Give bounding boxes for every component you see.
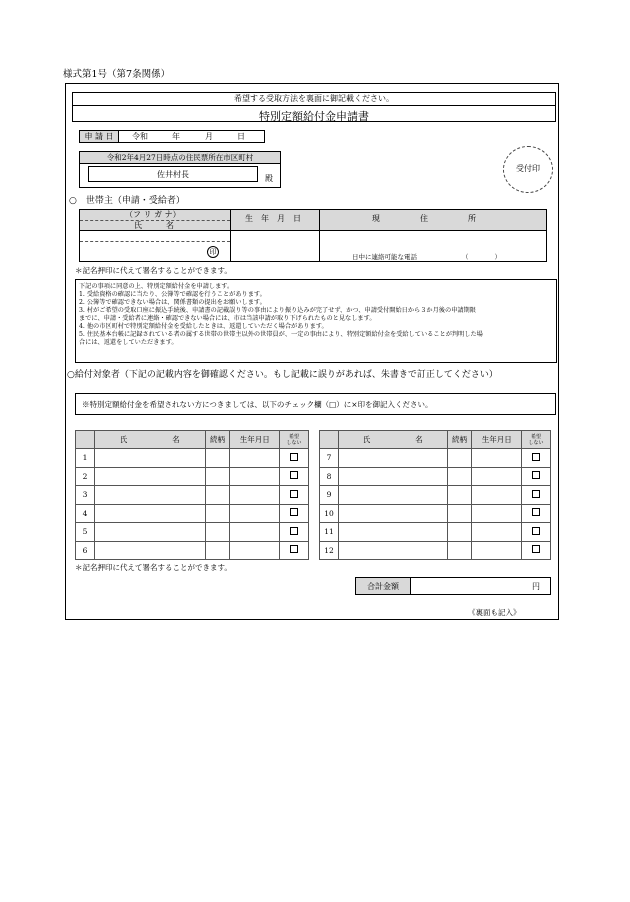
signature-note-2: ＊記名押印に代えて署名することができます。 xyxy=(75,563,232,572)
row-number: 6 xyxy=(76,541,95,560)
not-wanted-checkbox[interactable] xyxy=(290,527,298,535)
signature-note-1: ＊記名押印に代えて署名することができます。 xyxy=(75,266,232,275)
relationship-header: 続柄 xyxy=(205,431,230,449)
row-number: 1 xyxy=(76,449,95,468)
name-cell[interactable] xyxy=(338,504,447,523)
table-row xyxy=(76,486,309,505)
phone-label: 日中に連絡可能な電話 xyxy=(352,253,417,261)
householder-birthdate-input[interactable] xyxy=(231,231,319,261)
total-label-box xyxy=(355,577,411,595)
birthdate-cell[interactable] xyxy=(230,504,280,523)
not-wanted-checkbox[interactable] xyxy=(532,527,540,535)
table-row xyxy=(320,486,551,505)
householder-birthdate-label: 生 年 月 日 xyxy=(245,214,301,223)
table-row xyxy=(76,467,309,486)
total-label: 合計金額 xyxy=(367,582,399,591)
name-cell[interactable] xyxy=(94,504,205,523)
relationship-cell[interactable] xyxy=(205,467,230,486)
table-row xyxy=(320,504,551,523)
application-date-label-box xyxy=(79,130,119,143)
reception-stamp-circle xyxy=(503,146,553,193)
not-wanted-checkbox[interactable] xyxy=(532,545,540,553)
not-wanted-checkbox[interactable] xyxy=(290,545,298,553)
name-cell[interactable] xyxy=(94,541,205,560)
not-wanted-checkbox[interactable] xyxy=(290,490,298,498)
householder-section-title: ○ 世帯主（申請・受給者） xyxy=(69,196,185,206)
name-cell[interactable] xyxy=(338,523,447,542)
birthdate-cell[interactable] xyxy=(230,523,280,542)
birthdate-cell[interactable] xyxy=(472,467,522,486)
table-row xyxy=(320,449,551,468)
relationship-cell[interactable] xyxy=(205,504,230,523)
phone-input[interactable]: （ ） xyxy=(462,253,501,261)
consent-note-4: 4. 他の市区町村で特別定額給付金を受給したときは、返還していただく場合があります。 xyxy=(79,323,328,330)
not-wanted-header: 希望 しない xyxy=(522,431,551,449)
honorific: 殿 xyxy=(265,174,273,183)
consent-note-intro: 下記の事項に同意の上、特別定額給付金を申請します。 xyxy=(79,283,234,290)
total-amount-field[interactable] xyxy=(410,577,551,595)
birthdate-cell[interactable] xyxy=(472,504,522,523)
relationship-cell[interactable] xyxy=(205,449,230,468)
relationship-cell[interactable] xyxy=(447,541,472,560)
row-number: 5 xyxy=(76,523,95,542)
name-cell[interactable] xyxy=(338,467,447,486)
row-number-header xyxy=(320,431,339,449)
relationship-cell[interactable] xyxy=(447,467,472,486)
birthdate-cell[interactable] xyxy=(472,449,522,468)
birthdate-header: 生年月日 xyxy=(472,431,522,449)
table-row xyxy=(320,541,551,560)
back-side-note: 《裏面も記入》 xyxy=(468,608,521,617)
application-date-day: 日 xyxy=(237,132,245,141)
name-header: 氏 名 xyxy=(338,431,447,449)
householder-address-input[interactable] xyxy=(320,231,546,251)
table-row xyxy=(320,523,551,542)
name-cell[interactable] xyxy=(338,486,447,505)
row-number: 3 xyxy=(76,486,95,505)
consent-note-3: 3. 村がご希望の受取口座に振込手続後、申請書の記載誤り等の事由により振り込みが完了せず、かつ、申請受付開始日から３か月後の申請期限 xyxy=(79,307,476,314)
relationship-header: 続柄 xyxy=(447,431,472,449)
beneficiary-table-right xyxy=(319,430,551,560)
relationship-cell[interactable] xyxy=(205,486,230,505)
form-number: 様式第1号（第7条関係） xyxy=(63,69,171,80)
householder-address-label: 現 住 所 xyxy=(372,214,476,223)
row-number: 10 xyxy=(320,504,339,523)
row-number-header xyxy=(76,431,95,449)
not-wanted-checkbox[interactable] xyxy=(290,508,298,516)
table-row xyxy=(76,541,309,560)
birthdate-header: 生年月日 xyxy=(230,431,280,449)
table-row xyxy=(320,467,551,486)
mayor-name: 佐井村長 xyxy=(157,170,189,179)
not-wanted-checkbox[interactable] xyxy=(532,453,540,461)
opt-out-instruction-box xyxy=(75,393,556,415)
table-row xyxy=(76,523,309,542)
application-date-year: 年 xyxy=(172,132,180,141)
not-wanted-checkbox[interactable] xyxy=(532,508,540,516)
name-cell[interactable] xyxy=(94,523,205,542)
table-row xyxy=(76,504,309,523)
not-wanted-checkbox[interactable] xyxy=(290,453,298,461)
birthdate-cell[interactable] xyxy=(472,486,522,505)
form-title-box xyxy=(72,105,556,122)
not-wanted-checkbox[interactable] xyxy=(532,490,540,498)
birthdate-cell[interactable] xyxy=(230,467,280,486)
row-number: 9 xyxy=(320,486,339,505)
name-cell[interactable] xyxy=(94,467,205,486)
relationship-cell[interactable] xyxy=(205,541,230,560)
birthdate-cell[interactable] xyxy=(472,541,522,560)
application-date-month: 月 xyxy=(205,132,213,141)
birthdate-cell[interactable] xyxy=(230,449,280,468)
relationship-cell[interactable] xyxy=(205,523,230,542)
form-title: 特別定額給付金申請書 xyxy=(259,110,369,123)
birthdate-cell[interactable] xyxy=(230,541,280,560)
consent-notes-box xyxy=(75,279,557,363)
row-number: 4 xyxy=(76,504,95,523)
seal-mark: 印 xyxy=(207,246,219,258)
beneficiary-table-left xyxy=(75,430,309,560)
consent-note-5-cont: 合には、返還をしていただきます。 xyxy=(79,339,178,346)
residence-caption: 令和2年4月27日時点の住民票所在市区町村 xyxy=(106,153,254,162)
application-date-label: 申 請 日 xyxy=(84,132,114,141)
name-cell[interactable] xyxy=(338,541,447,560)
birthdate-cell[interactable] xyxy=(230,486,280,505)
table-row xyxy=(76,449,309,468)
furigana-label: （フ リ ガ ナ） xyxy=(125,210,181,219)
header-instruction: 希望する受取方法を裏面に御記載ください。 xyxy=(234,94,394,103)
row-number: 8 xyxy=(320,467,339,486)
total-unit: 円 xyxy=(532,582,540,591)
application-date-field[interactable] xyxy=(118,130,265,143)
header-instruction-box xyxy=(72,92,556,106)
row-number: 2 xyxy=(76,467,95,486)
householder-furigana-input[interactable] xyxy=(80,231,230,241)
householder-name-label: 氏 名 xyxy=(134,221,174,230)
not-wanted-header: 希望 しない xyxy=(280,431,309,449)
name-cell[interactable] xyxy=(94,449,205,468)
relationship-cell[interactable] xyxy=(447,523,472,542)
not-wanted-checkbox[interactable] xyxy=(532,471,540,479)
relationship-cell[interactable] xyxy=(447,486,472,505)
beneficiary-section-title: ○給付対象者（下記の記載内容を御確認ください。もし記載に誤りがあれば、朱書きで訂正してください） xyxy=(67,370,498,380)
row-number: 7 xyxy=(320,449,339,468)
consent-note-2: 2. 公簿等で確認できない場合は、関係書類の提出をお願いします。 xyxy=(79,299,266,306)
relationship-cell[interactable] xyxy=(447,504,472,523)
name-cell[interactable] xyxy=(338,449,447,468)
application-date-era: 令和 xyxy=(132,132,148,141)
name-cell[interactable] xyxy=(94,486,205,505)
consent-note-5: 5. 住民基本台帳に記録されている者の属する世帯の世帯主以外の世帯員が、一定の事由により、特別定額給付金を受給していることが判明した場 xyxy=(79,331,483,338)
opt-out-instruction: ※特別定額給付金を希望されない方につきましては、以下のチェック欄（□）に×印を御記入ください。 xyxy=(82,400,433,409)
mayor-name-box xyxy=(88,166,258,182)
row-number: 12 xyxy=(320,541,339,560)
relationship-cell[interactable] xyxy=(447,449,472,468)
row-number: 11 xyxy=(320,523,339,542)
birthdate-cell[interactable] xyxy=(472,523,522,542)
name-header: 氏 名 xyxy=(94,431,205,449)
consent-note-1: 1. 受給資格の確認に当たり、公簿等で確認を行うことがあります。 xyxy=(79,291,266,298)
not-wanted-checkbox[interactable] xyxy=(290,471,298,479)
reception-stamp-label: 受付印 xyxy=(516,164,540,173)
consent-note-3-cont: までに、申請・受給者に連絡・確認できない場合には、市は当該申請が取り下げられたものと見なします。 xyxy=(79,315,376,322)
